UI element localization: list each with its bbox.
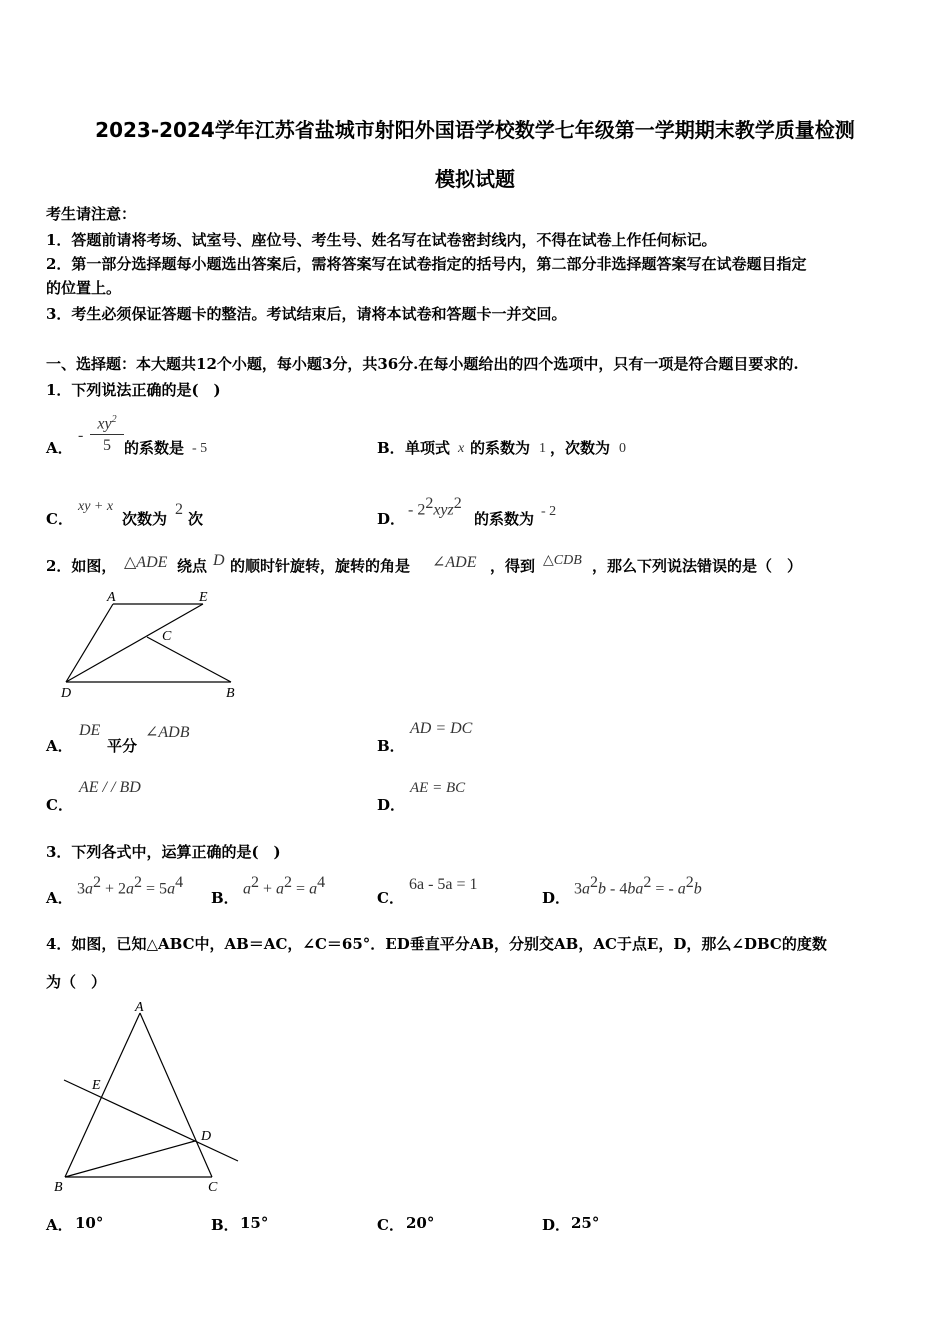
q1-d-text: 的系数为 [474, 510, 535, 528]
q1-a-den: 5 [103, 437, 111, 455]
q2-label-d: D [61, 686, 72, 701]
q2-a-math-2: ∠ADB [145, 724, 190, 741]
q1-c-text-1: 次数为 [122, 510, 168, 528]
q4-label-e: E [92, 1078, 101, 1093]
q1-d-expr-a: - 2 [408, 501, 426, 519]
q3-d-math: $3a^2b - 4ba^2$ = - $a^2b$ [574, 874, 702, 898]
q1-b-val-1: 1 [539, 441, 546, 456]
q1-d-exp-2: 2 [453, 495, 462, 512]
q1-a-num: xy [97, 415, 112, 433]
q3-a-math: $3a^2 + 2a^2 = 5a^4$ [77, 874, 184, 898]
q2-b-math: AD = DC [410, 720, 473, 737]
q4-segment-bd [65, 1141, 195, 1177]
q2-a-math-1: DE [79, 722, 101, 739]
q1-d-expr [408, 495, 462, 519]
q2-option-b-label: B． [377, 737, 405, 755]
q1-option-d-label: D． [377, 510, 406, 528]
q1-b-text-2: 的系数为 [470, 439, 531, 457]
notice-item-1: 1．答题前请将考场、试室号、座位号、考生号、姓名写在试卷密封线内，不得在试卷上作任何标记。 [46, 231, 717, 249]
q1-a-fraction [90, 410, 124, 457]
q1-b-var: x [458, 441, 465, 456]
q2-option-c-label: C． [46, 796, 73, 814]
q4-label-a: A [135, 1000, 144, 1015]
q3-option-b-label: B． [211, 889, 239, 907]
notice-heading: 考生请注意： [46, 205, 137, 223]
q3-option-c-label: C． [377, 889, 404, 907]
title-line-1: 2023-2024学年江苏省盐城市射阳外国语学校数学七年级第一学期期末教学质量检测 [95, 118, 855, 142]
q4-option-b-label: B． [211, 1216, 239, 1234]
q2-segment-ad [66, 604, 113, 682]
q1-d-expr-b: xyz [433, 501, 454, 519]
q4-line-ed [64, 1080, 238, 1161]
q2-label-e: E [199, 590, 208, 605]
q1-d-val: - 2 [541, 504, 557, 519]
q1-a-text: 的系数是 [124, 439, 185, 457]
section-heading: 一、选择题：本大题共12个小题，每小题3分，共36分.在每小题给出的四个选项中，只有一项是符合题目要求的. [46, 355, 799, 373]
q2-math-3: ∠ADE [432, 554, 477, 571]
q4-label-b: B [54, 1180, 63, 1195]
q3-option-a-label: A． [46, 889, 73, 907]
q1-b-val-2: 0 [619, 441, 626, 456]
q3-option-d-label: D． [542, 889, 571, 907]
q1-option-c-label: C． [46, 510, 73, 528]
q1-option-b-label: B． [377, 439, 405, 457]
q4-label-c: C [208, 1180, 218, 1195]
q4-option-c-value: 20° [406, 1214, 435, 1232]
q3-b-math: $a^2 + a^2 = a^4$ [243, 874, 326, 898]
q2-segment-bc [147, 637, 231, 682]
q2-c-math: AE / / BD [79, 779, 141, 796]
q2-math-4: △CDB [543, 553, 582, 568]
q2-a-text: 平分 [107, 737, 138, 755]
q1-a-num-exp: 2 [111, 414, 117, 425]
q2-math-1: △ADE [124, 554, 168, 571]
q4-option-b-value: 15° [240, 1214, 269, 1232]
q4-segment-ac [140, 1013, 212, 1177]
q1-stem: 1．下列说法正确的是( ) [46, 381, 221, 399]
q4-stem-a: 4．如图，已知△ABC中，AB＝AC，∠C＝65°．ED垂直平分AB，分别交AB，AC于点E，D，那么∠DBC的度数 [46, 935, 827, 953]
q1-a-neg: - [78, 427, 84, 444]
q2-option-d-label: D． [377, 796, 406, 814]
q3-c-math: 6a - 5a = 1 [409, 876, 478, 893]
q2-label-b: B [226, 686, 235, 701]
q1-b-text-1: 单项式 [405, 439, 451, 457]
q2-figure [55, 585, 255, 705]
q4-stem-b: 为（ ） [46, 973, 107, 991]
q1-d-exp-1: 2 [425, 495, 434, 512]
q4-segment-ab [65, 1013, 140, 1177]
q4-label-d: D [201, 1129, 212, 1144]
q2-stem-d: ，得到 [490, 557, 536, 575]
q4-option-c-label: C． [377, 1216, 404, 1234]
q2-stem-c: 的顺时针旋转，旋转的角是 [230, 557, 411, 575]
q1-c-expr: xy + x [78, 499, 114, 514]
q2-math-2: D [213, 552, 225, 569]
notice-item-3: 3．考生必须保证答题卡的整洁。考试结束后，请将本试卷和答题卡一并交回。 [46, 305, 567, 323]
notice-item-2b: 的位置上。 [46, 279, 122, 297]
q1-c-text-2: 次 [188, 510, 204, 528]
q2-option-a-label: A． [46, 737, 73, 755]
q1-a-val: - 5 [192, 441, 208, 456]
q1-c-val: 2 [175, 501, 183, 518]
q4-option-a-label: A． [46, 1216, 73, 1234]
q4-option-a-value: 10° [75, 1214, 104, 1232]
q4-option-d-label: D． [542, 1216, 571, 1234]
q2-stem-e: ，那么下列说法错误的是（ ） [592, 557, 803, 575]
q2-stem-a: 2．如图， [46, 557, 117, 575]
q2-d-math: AE = BC [410, 780, 466, 796]
q1-b-text-3: ，次数为 [550, 439, 611, 457]
q4-figure [40, 995, 250, 1200]
q2-label-a: A [107, 590, 116, 605]
q3-stem: 3．下列各式中，运算正确的是( ) [46, 843, 281, 861]
q2-label-c: C [162, 629, 172, 644]
q4-option-d-value: 25° [571, 1214, 600, 1232]
q2-segment-de [66, 604, 203, 682]
notice-item-2a: 2．第一部分选择题每小题选出答案后，需将答案写在试卷指定的括号内，第二部分非选择题答案写在试卷题目指定 [46, 255, 807, 273]
q1-option-a-label: A． [46, 439, 73, 457]
title-line-2: 模拟试题 [435, 167, 515, 191]
q2-stem-b: 绕点 [177, 557, 208, 575]
